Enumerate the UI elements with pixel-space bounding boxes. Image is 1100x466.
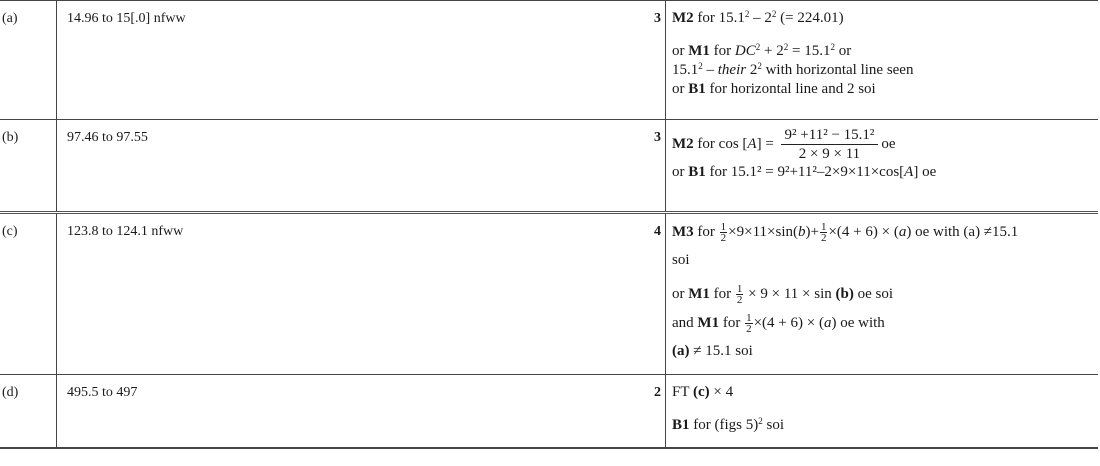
mark-code: M1 [697,314,720,331]
mark-code: M2 [672,10,694,26]
part-label: (a) [2,11,18,26]
fraction-numerator: 9² +11² − 15.1² [781,126,879,145]
part-label: (c) [2,224,18,239]
guidance-cell [666,213,1099,375]
guidance-text: b [798,223,806,240]
mark-code: B1 [672,417,690,433]
row-a [0,1,1098,120]
half-fraction [736,284,744,305]
guidance-line [672,313,1098,334]
half-fraction [745,313,753,334]
guidance-line [672,80,1098,99]
guidance-text: ] oe [913,164,937,180]
guidance-text: )+ [805,223,819,240]
guidance-text: ] = [756,135,774,152]
row-d [0,375,1098,448]
fraction-numerator: 1 [736,283,743,295]
guidance-text: or [672,164,689,180]
guidance-text: – [702,62,718,78]
guidance-text: or [672,43,689,59]
fraction-numerator: 1 [820,221,827,233]
guidance-text: FT [672,384,693,400]
guidance-line: 15.1$^2$ – their $2^2$ with horizontal line seen [672,61,914,78]
guidance-text: for [693,223,719,240]
guidance-line [672,222,1098,243]
guidance-text: for [719,314,745,331]
guidance-text: × 4 [709,384,734,400]
guidance-text: = 15.1 [788,43,831,59]
guidance-text: × 9 × 11 × sin [744,285,836,302]
guidance-text: or [672,285,689,302]
row-c [0,213,1098,375]
mark-cell: 4 [654,224,661,239]
guidance-text: ≠ 15.1 soi [689,343,753,359]
mark-code: B1 [688,164,706,180]
guidance-line [672,163,1098,182]
guidance-text: soi [762,417,785,433]
mark-cell: 2 [654,385,661,400]
guidance-cell [666,375,1099,448]
mark-code: M3 [672,223,694,240]
guidance-line: soi [672,252,690,268]
guidance-line [672,342,1098,361]
guidance-cell [666,1,1099,120]
mark-cell: 3 [654,130,661,145]
guidance-text: ) oe with [831,314,885,331]
guidance-text: or [834,43,852,59]
mark-code: M2 [672,135,694,152]
fraction-denominator: 2 [720,232,727,244]
fraction-numerator: 1 [746,312,752,324]
half-fraction [720,222,728,243]
guidance-line [672,416,1098,435]
guidance-text: their [717,62,747,78]
guidance-line [672,383,1098,402]
guidance-text: DC [734,43,756,59]
guidance-text: oe [881,135,896,152]
guidance-text: 15.1 [672,62,699,78]
guidance-text: ) oe with (a) ≠15.1 [906,223,1019,240]
guidance-text: ×(4 + 6) × ( [828,223,899,240]
guidance-text: A [747,135,757,152]
answer-cell: 495.5 to 497 [57,375,628,448]
guidance-text: for horizontal line and 2 soi [705,81,876,97]
mark-cell: 3 [654,11,661,26]
fraction-denominator: 2 [820,232,827,244]
mark-code: M1 [688,285,710,302]
fraction-denominator: 2 × 9 × 11 [798,146,861,162]
guidance-text: or [672,81,689,97]
guidance-text: + 2 [760,43,784,59]
guidance-text: ×9×11×sin( [728,223,798,240]
mark-code: M1 [688,43,710,59]
guidance-text: and [672,314,698,331]
guidance-line [672,284,1098,305]
fraction-denominator: 2 [736,294,743,306]
fraction-denominator: 2 [746,323,752,335]
guidance-text: for [709,285,735,302]
guidance-text: (a) [672,343,690,359]
answer-cell: 97.46 to 97.55 [57,120,628,213]
guidance-text: 2 [746,62,758,78]
guidance-text: (= 224.01) [776,10,844,26]
guidance-text: A [904,164,914,180]
part-label: (b) [2,130,19,145]
guidance-text: for [709,43,735,59]
guidance-text: (c) [692,384,710,400]
cosine-fraction [781,126,879,163]
half-fraction [820,222,828,243]
part-label: (d) [2,385,19,400]
guidance-text: ×(4 + 6) × ( [753,314,824,331]
guidance-text: for cos [ [693,135,748,152]
answer-cell: 123.8 to 124.1 nfww [57,213,628,375]
fraction-numerator: 1 [720,221,727,233]
guidance-text: a [823,314,832,331]
guidance-line: M2 for $15.1^2 - 2^2$ (= 224.01) [672,9,844,26]
guidance-text: oe soi [853,285,894,302]
guidance-text: for 15.1 [693,10,745,26]
guidance-text: with horizontal line seen [761,62,914,78]
guidance-cell [666,120,1099,213]
guidance-line [672,126,1098,163]
guidance-text: (b) [835,285,854,302]
answer-cell: 14.96 to 15[.0] nfww [57,1,628,120]
mark-code: B1 [688,81,706,97]
guidance-text: a [898,223,907,240]
guidance-line: or M1 for $DC^2 + 2^2 = 15.1^2$ or [672,42,852,59]
guidance-text: – 2 [749,10,772,26]
row-b [0,120,1098,213]
superscript: 2 [758,416,763,426]
guidance-text: for 15.1² = 9²+11²–2×9×11×cos[ [705,164,905,180]
guidance-text: for (figs 5) [689,417,759,433]
